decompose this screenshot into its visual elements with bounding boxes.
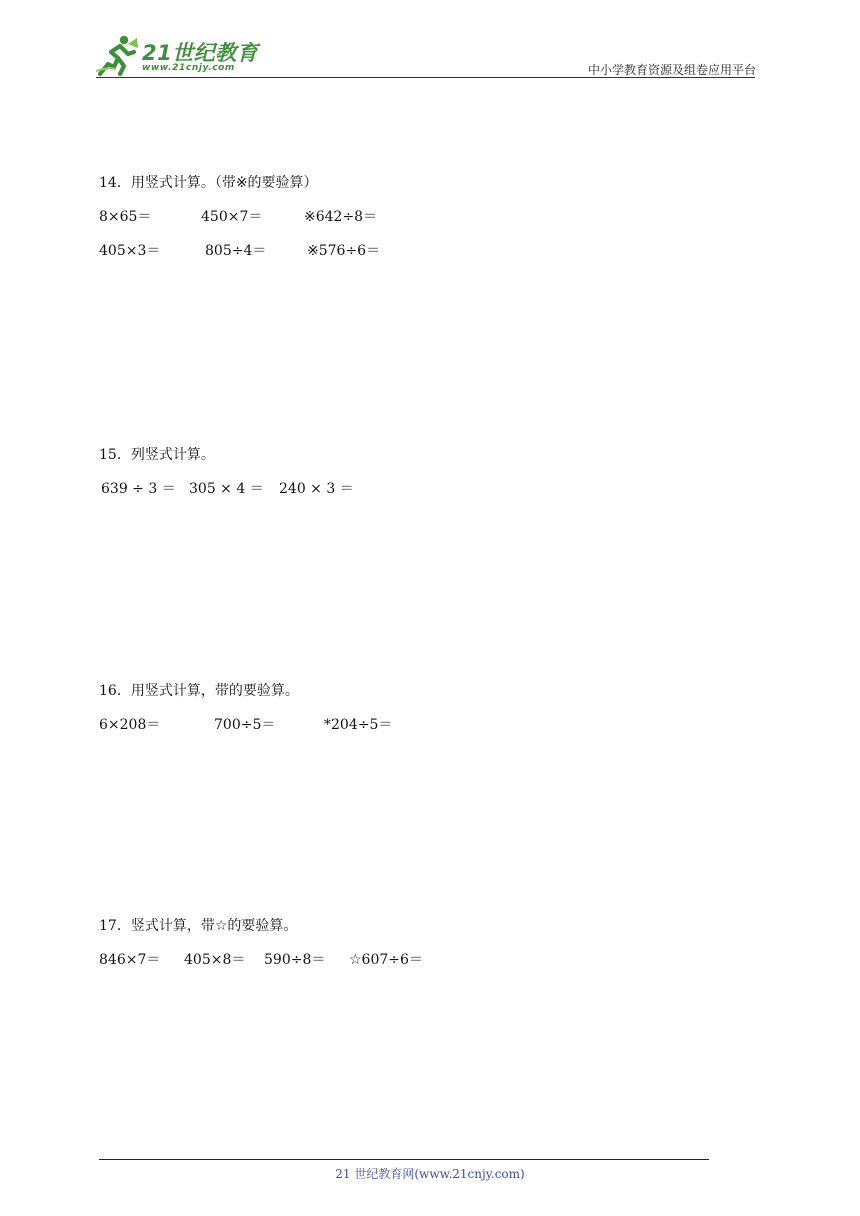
expression: 846×7＝ [99,952,161,968]
footer-link[interactable]: 21 世纪教育网(www.21cnjy.com) [335,1167,525,1181]
expression: ※576÷6＝ [307,243,381,259]
site-logo[interactable] [94,34,264,78]
runner-logo-icon [94,34,140,76]
expression: 305 × 4 ＝ [189,481,264,497]
header-tagline: 中小学教育资源及组卷应用平台 [587,63,756,77]
expression: 450×7＝ [201,209,263,225]
expression: 6×208＝ [99,717,161,733]
footer-divider [99,1159,709,1160]
question-16 [99,682,719,734]
question-title [99,682,719,700]
question-number: 16． [99,683,131,699]
question-number: 14． [99,175,131,191]
logo-url: www.21cnjy.com [142,63,235,73]
header-divider [96,77,755,78]
question-title [99,446,719,464]
expression: 405×3＝ [99,243,161,259]
question-14 [99,174,719,260]
question-title [99,917,719,935]
expression: 590÷8＝ [264,952,326,968]
question-prompt: 用竖式计算，带的要验算。 [130,683,299,699]
question-prompt: 用竖式计算。（带※的要验算） [130,175,318,191]
question-17 [99,917,719,969]
question-prompt: 列竖式计算。 [130,447,215,463]
expression-row [99,208,719,226]
expression: *204÷5＝ [324,717,393,733]
expression-row [99,951,719,969]
question-15 [99,446,719,498]
expression-row [99,242,719,260]
question-prompt: 竖式计算，带☆的要验算。 [130,918,298,934]
expression: 8×65＝ [99,209,152,225]
page-footer [0,1150,860,1190]
expression: 805÷4＝ [205,243,267,259]
expression: 240 × 3 ＝ [279,481,354,497]
expression: 639 ÷ 3 ＝ [101,481,176,497]
expression-row [99,480,719,498]
question-number: 15． [99,447,131,463]
logo-text: 21世纪教育 [142,41,259,65]
expression: 405×8＝ [184,952,246,968]
expression-row [99,716,719,734]
expression: ※642÷8＝ [304,209,378,225]
question-title [99,174,719,192]
expression: ☆607÷6＝ [349,952,423,968]
page-header [0,0,860,90]
question-number: 17． [99,918,131,934]
expression: 700÷5＝ [214,717,276,733]
